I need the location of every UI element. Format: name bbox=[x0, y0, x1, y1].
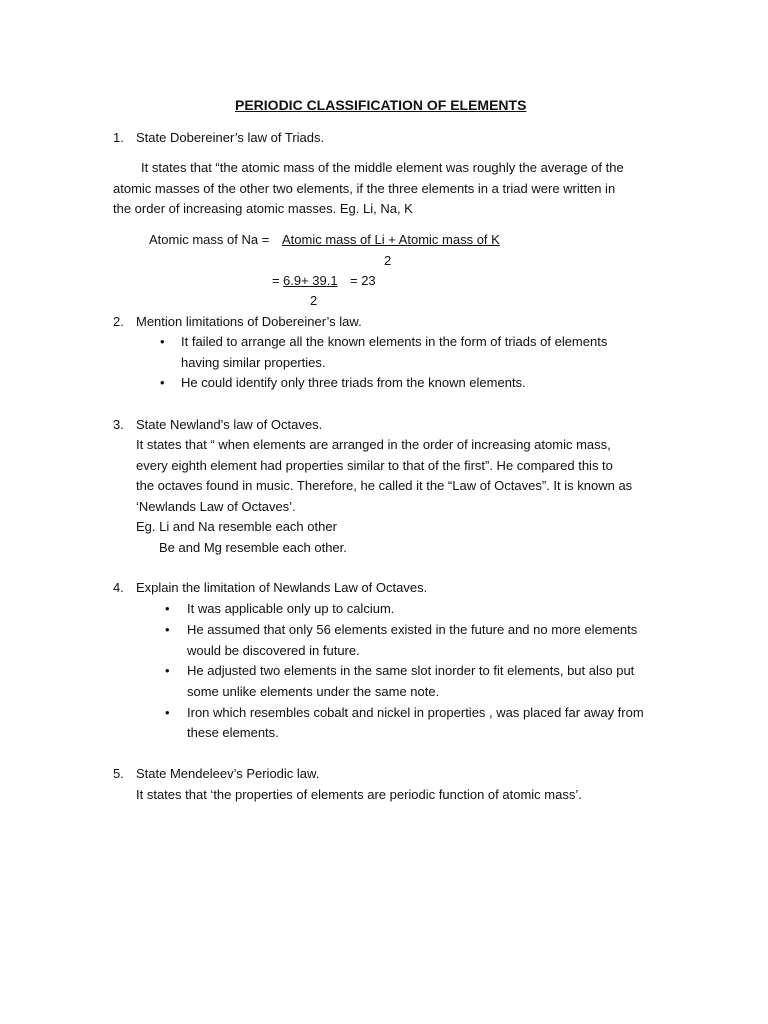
q4-bullet-3-line-2: some unlike elements under the same note. bbox=[187, 684, 440, 699]
formula-lhs: Atomic mass of Na = bbox=[149, 232, 270, 247]
q4-bullet-2-line-1: He assumed that only 56 elements existed in the future and no more elements bbox=[187, 622, 638, 637]
answer-3-line-3: the octaves found in music. Therefore, he called it the “Law of Octaves”. It is known as bbox=[136, 478, 633, 493]
q2-bullet-2-line-1: He could identify only three triads from the known elements. bbox=[181, 375, 526, 390]
bullet-icon: • bbox=[160, 334, 165, 349]
bullet-icon: • bbox=[165, 663, 170, 678]
answer-3-line-6: Be and Mg resemble each other. bbox=[159, 540, 347, 555]
answer-3-line-1: It states that “ when elements are arranged in the order of increasing atomic mass, bbox=[136, 437, 611, 452]
question-1: State Dobereiner’s law of Triads. bbox=[136, 130, 325, 145]
answer-3-line-2: every eighth element had properties similar to that of the first”. He compared this to bbox=[136, 458, 613, 473]
page-title: PERIODIC CLASSIFICATION OF ELEMENTS bbox=[235, 97, 527, 113]
q2-bullet-1-line-2: having similar properties. bbox=[181, 355, 326, 370]
calc-equals: = bbox=[272, 273, 280, 288]
q4-bullet-4-line-2: these elements. bbox=[187, 725, 279, 740]
question-2: Mention limitations of Dobereiner’s law. bbox=[136, 314, 362, 329]
question-number-5: 5. bbox=[113, 766, 124, 781]
answer-3-line-5: Eg. Li and Na resemble each other bbox=[136, 519, 337, 534]
answer-5-line-1: It states that ‘the properties of elements are periodic function of atomic mass’. bbox=[136, 787, 582, 802]
answer-1-line-1: It states that “the atomic mass of the middle element was roughly the average of the bbox=[141, 160, 624, 175]
bullet-icon: • bbox=[165, 622, 170, 637]
question-3: State Newland’s law of Octaves. bbox=[136, 417, 323, 432]
calc-denominator: 2 bbox=[310, 293, 318, 308]
q4-bullet-1-line-1: It was applicable only up to calcium. bbox=[187, 601, 395, 616]
q4-bullet-3-line-1: He adjusted two elements in the same slot inorder to fit elements, but also put bbox=[187, 663, 635, 678]
question-5: State Mendeleev’s Periodic law. bbox=[136, 766, 320, 781]
q4-bullet-2-line-2: would be discovered in future. bbox=[187, 643, 360, 658]
bullet-icon: • bbox=[160, 375, 165, 390]
calc-numerator: 6.9+ 39.1 bbox=[283, 273, 338, 288]
calc-result: = 23 bbox=[350, 273, 376, 288]
bullet-icon: • bbox=[165, 705, 170, 720]
formula-denominator: 2 bbox=[384, 253, 392, 268]
question-number-2: 2. bbox=[113, 314, 124, 329]
q4-bullet-4-line-1: Iron which resembles cobalt and nickel in properties , was placed far away from bbox=[187, 705, 644, 720]
bullet-icon: • bbox=[165, 601, 170, 616]
question-number-4: 4. bbox=[113, 580, 124, 595]
q2-bullet-1-line-1: It failed to arrange all the known elements in the form of triads of elements bbox=[181, 334, 608, 349]
answer-3-line-4: ‘Newlands Law of Octaves’. bbox=[136, 499, 296, 514]
formula-numerator: Atomic mass of Li + Atomic mass of K bbox=[282, 232, 500, 247]
answer-1-line-3: the order of increasing atomic masses. Eg. Li, Na, K bbox=[113, 201, 413, 216]
answer-1-line-2: atomic masses of the other two elements, if the three elements in a triad were written in bbox=[113, 181, 616, 196]
question-number-3: 3. bbox=[113, 417, 124, 432]
question-4: Explain the limitation of Newlands Law of Octaves. bbox=[136, 580, 428, 595]
question-number-1: 1. bbox=[113, 130, 124, 145]
